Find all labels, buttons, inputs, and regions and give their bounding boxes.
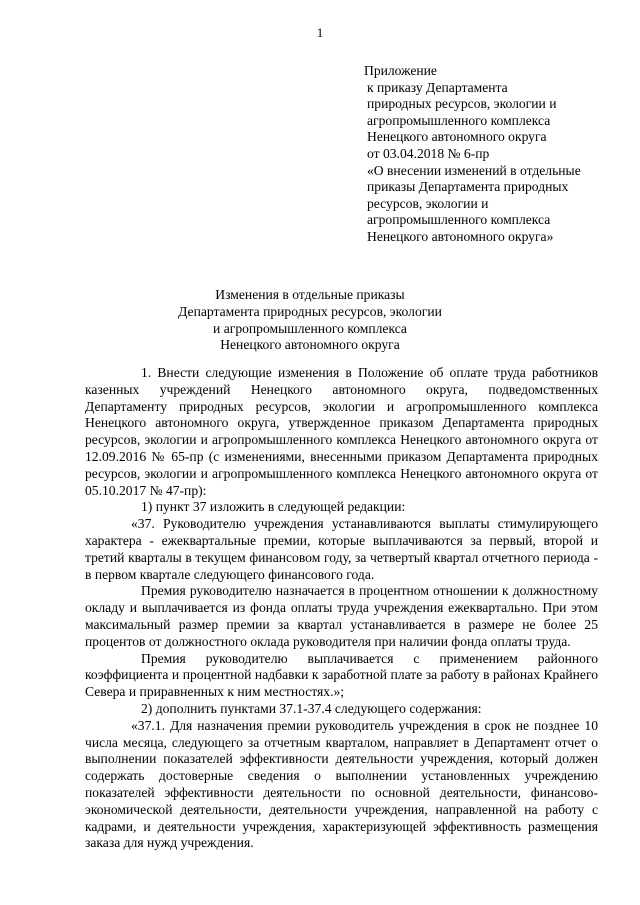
page-number: 1 — [316, 25, 324, 40]
document-title — [0, 287, 620, 354]
document-body — [85, 365, 598, 852]
appendix-line: к приказу Департамента — [367, 79, 508, 95]
appendix-line: Приложение — [364, 63, 437, 78]
appendix-line: природных ресурсов, экологии и — [367, 96, 557, 112]
body-paragraph: 1) пункт 37 изложить в следующей редакции: — [141, 499, 406, 515]
title-line: и агропромышленного комплекса — [213, 320, 407, 336]
body-paragraph: 1. Внести следующие изменения в Положение об оплате труда работников казенных учреждений Ненецкого автономного округа, подведомственных Департаменту природных ресурсов, экологии и агропромышленного комплекса Ненецкого автономного округа, утвержденное приказом Департамента природных ресурсов, экологии и агропромышленного комплекса Ненецкого автономного округа от 12.09.2016 № 65-пр (с изменениями, внесенными приказом Департамента природных ресурсов, экологии и агропромышленного комплекса Ненецкого автономного округа от 05.10.2017 № 47-пр): — [85, 365, 598, 498]
appendix-line: агропромышленного комплекса — [367, 112, 551, 128]
body-paragraph: 2) дополнить пунктами 37.1-37.4 следующего содержания: — [141, 700, 482, 716]
appendix-line: от 03.04.2018 № 6-пр — [367, 145, 490, 161]
appendix-line: агропромышленного комплекса — [367, 212, 551, 228]
appendix-line: «О внесении изменений в отдельные — [367, 162, 581, 178]
body-paragraph: Премия руководителю выплачивается с применением районного коэффициента и процентной надбавки к заработной плате за работу в районах Крайнего Севера и приравненных к ним местностях.»; — [85, 650, 598, 700]
appendix-line: приказы Департамента природных — [367, 179, 569, 195]
appendix-line: Ненецкого автономного округа» — [367, 228, 554, 244]
title-line: Ненецкого автономного округа — [220, 337, 400, 353]
title-line: Департамента природных ресурсов, экологии — [178, 303, 442, 319]
appendix-line: ресурсов, экологии и — [367, 195, 489, 211]
body-paragraph: Премия руководителю назначается в процентном отношении к должностному окладу и выплачивается из фонда оплаты труда учреждения ежеквартально. При этом максимальный размер премии за квартал устанавливается в размере не более 25 процентов от должностного оклада руководителя при наличии фонда оплаты труда. — [85, 583, 598, 649]
appendix-block — [364, 63, 634, 246]
appendix-line: Ненецкого автономного округа — [367, 129, 547, 145]
title-line: Изменения в отдельные приказы — [215, 287, 405, 302]
body-paragraph: «37. Руководителю учреждения устанавливаются выплаты стимулирующего характера - ежеквартальные премии, которые выплачиваются за первый, второй и третий кварталы в текущем финансовом году, за четвертый квартал отчетного периода - в первом квартале следующего финансового года. — [85, 516, 598, 582]
body-paragraph: «37.1. Для назначения премии руководитель учреждения в срок не позднее 10 числа месяца, следующего за отчетным кварталом, направляет в Департамент отчет о выполнении показателей эффективности деятельности учреждения, который должен содержать достоверные сведения о выполнении установленных учреждению показателей эффективности деятельности по основной деятельности, финансово-экономической деятельности, деятельности учреждения, направленной на работу с кадрами, и деятельности учреждения, характеризующей эффективность размещения заказа для нужд учреждения. — [85, 717, 598, 851]
